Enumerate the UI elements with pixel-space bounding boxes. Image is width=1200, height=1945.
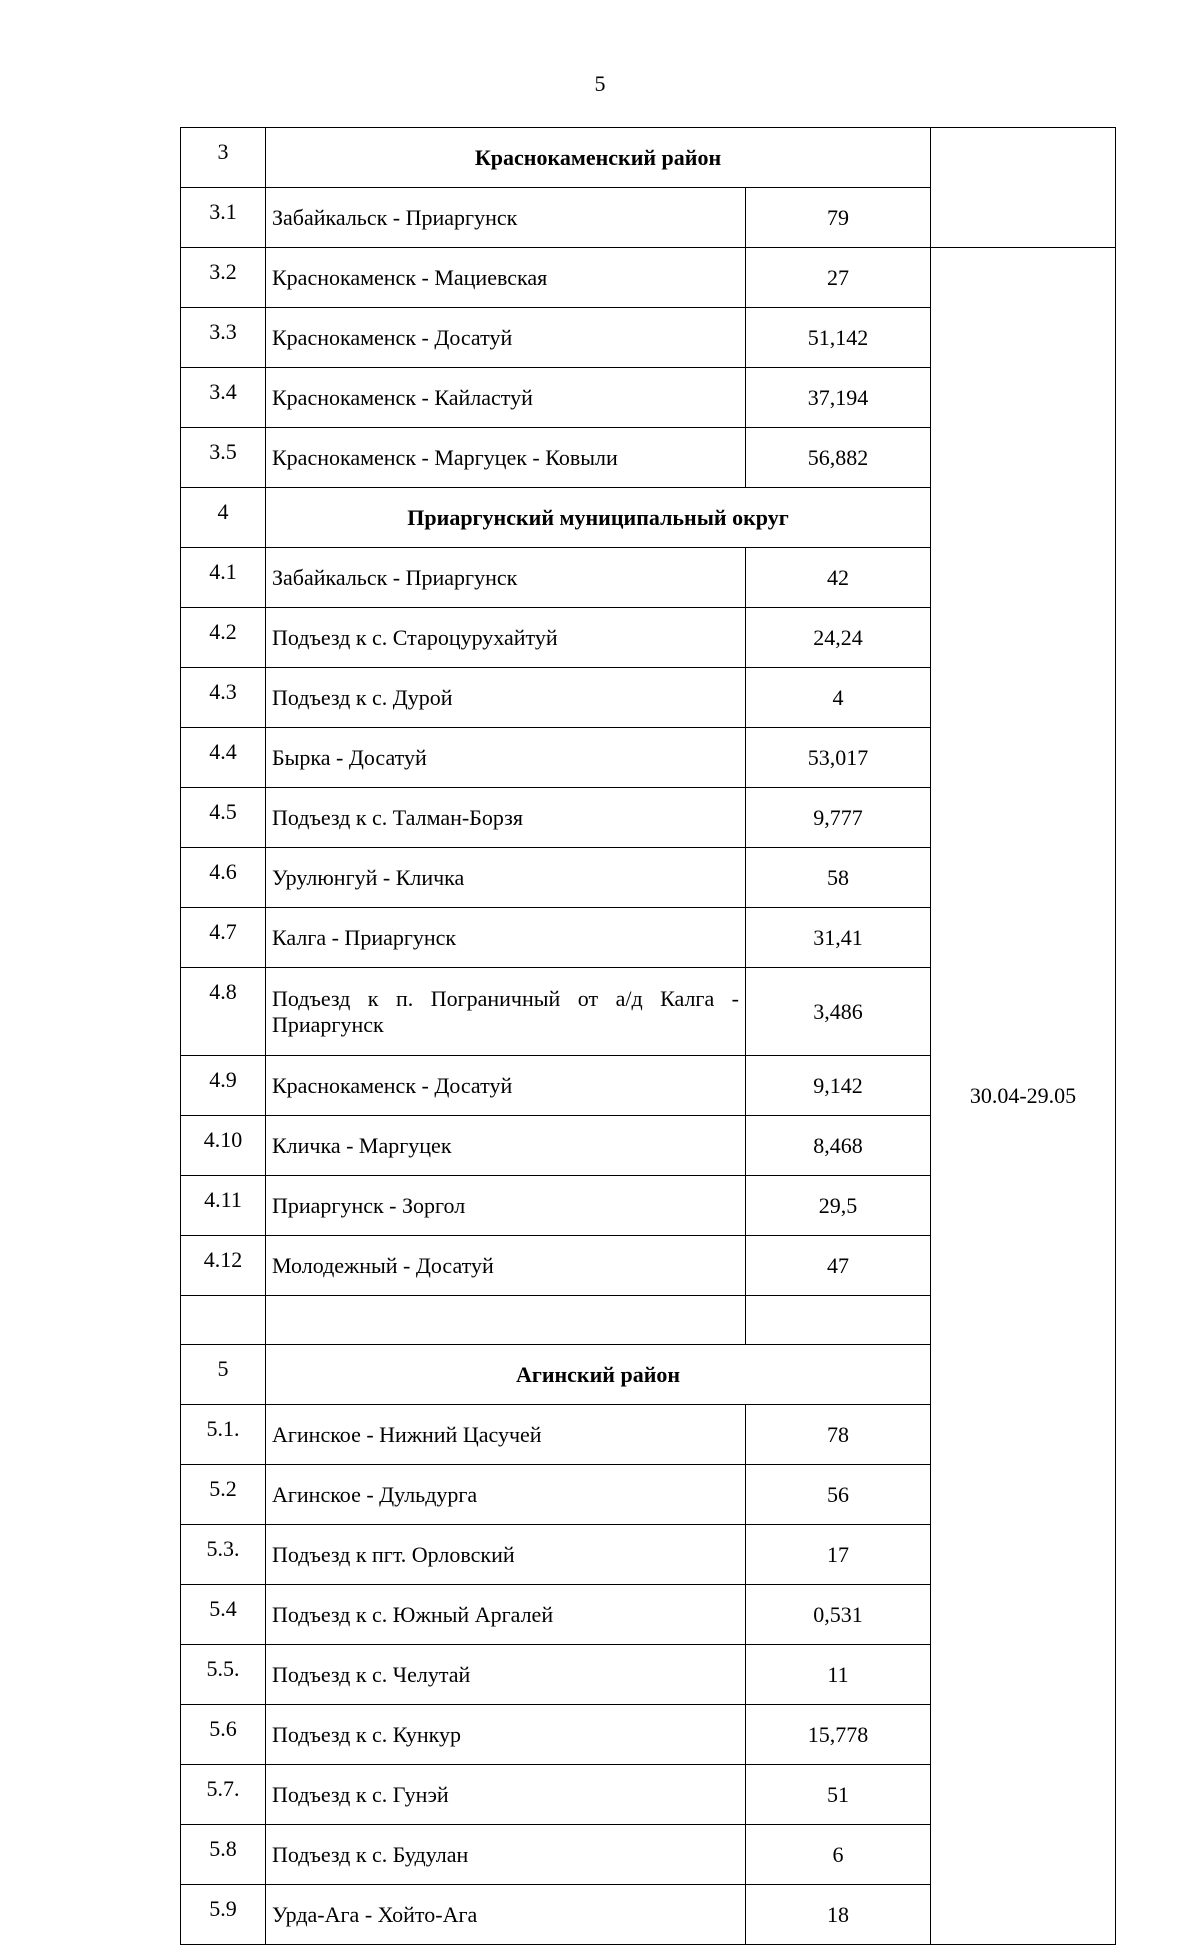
row-number: 5.6 (181, 1705, 266, 1765)
road-length: 53,017 (746, 728, 931, 788)
road-name: Краснокаменск - Досатуй (266, 1056, 746, 1116)
road-length: 11 (746, 1645, 931, 1705)
row-number: 3.5 (181, 428, 266, 488)
roads-table (180, 127, 1116, 1945)
row-number: 4.7 (181, 908, 266, 968)
road-length: 24,24 (746, 608, 931, 668)
road-length: 47 (746, 1236, 931, 1296)
road-length: 9,777 (746, 788, 931, 848)
row-number: 5.3. (181, 1525, 266, 1585)
road-length: 18 (746, 1885, 931, 1945)
section-number: 4 (181, 488, 266, 548)
row-number: 3.1 (181, 188, 266, 248)
road-length: 17 (746, 1525, 931, 1585)
row-number: 4.1 (181, 548, 266, 608)
section-title: Краснокаменский район (266, 128, 931, 188)
road-length: 6 (746, 1825, 931, 1885)
road-length: 79 (746, 188, 931, 248)
road-name: Приаргунск - Зоргол (266, 1176, 746, 1236)
row-number: 5.9 (181, 1885, 266, 1945)
road-length: 56,882 (746, 428, 931, 488)
road-length: 8,468 (746, 1116, 931, 1176)
section-number: 5 (181, 1345, 266, 1405)
row-number: 4.9 (181, 1056, 266, 1116)
road-name: Краснокаменск - Кайластуй (266, 368, 746, 428)
road-name: Подъезд к пгт. Орловский (266, 1525, 746, 1585)
road-name: Урда-Ага - Хойто-Ага (266, 1885, 746, 1945)
road-length: 42 (746, 548, 931, 608)
row-number: 4.4 (181, 728, 266, 788)
road-length: 27 (746, 248, 931, 308)
road-length: 51 (746, 1765, 931, 1825)
road-name: Бырка - Досатуй (266, 728, 746, 788)
road-length: 29,5 (746, 1176, 931, 1236)
road-name: Подъезд к с. Староцурухайтуй (266, 608, 746, 668)
road-length: 3,486 (746, 968, 931, 1056)
table-row (181, 248, 1116, 308)
section-header-row (181, 128, 1116, 188)
row-number: 3.2 (181, 248, 266, 308)
road-name: Забайкальск - Приаргунск (266, 548, 746, 608)
period-cell: 30.04-29.05 (931, 248, 1116, 1945)
road-name: Краснокаменск - Досатуй (266, 308, 746, 368)
row-number: 4.11 (181, 1176, 266, 1236)
road-name: Кличка - Маргуцек (266, 1116, 746, 1176)
road-name: Краснокаменск - Маргуцек - Ковыли (266, 428, 746, 488)
road-length: 0,531 (746, 1585, 931, 1645)
road-name: Калга - Приаргунск (266, 908, 746, 968)
row-number: 5.2 (181, 1465, 266, 1525)
road-name: Урулюнгуй - Кличка (266, 848, 746, 908)
road-name: Подъезд к с. Кункур (266, 1705, 746, 1765)
empty-cell (266, 1296, 746, 1345)
row-number: 5.5. (181, 1645, 266, 1705)
road-name: Подъезд к с. Южный Аргалей (266, 1585, 746, 1645)
section-title: Агинский район (266, 1345, 931, 1405)
row-number: 4.8 (181, 968, 266, 1056)
road-name: Краснокаменск - Мациевская (266, 248, 746, 308)
row-number: 4.3 (181, 668, 266, 728)
road-name: Подъезд к с. Гунэй (266, 1765, 746, 1825)
road-name: Молодежный - Досатуй (266, 1236, 746, 1296)
road-name: Подъезд к с. Будулан (266, 1825, 746, 1885)
road-length: 37,194 (746, 368, 931, 428)
row-number: 3.3 (181, 308, 266, 368)
road-length: 31,41 (746, 908, 931, 968)
row-number: 5.7. (181, 1765, 266, 1825)
row-number: 5.8 (181, 1825, 266, 1885)
row-number: 4.5 (181, 788, 266, 848)
row-number: 5.4 (181, 1585, 266, 1645)
road-name: Забайкальск - Приаргунск (266, 188, 746, 248)
row-number: 4.10 (181, 1116, 266, 1176)
road-name: Подъезд к с. Талман-Борзя (266, 788, 746, 848)
row-number: 4.2 (181, 608, 266, 668)
empty-cell (746, 1296, 931, 1345)
row-number: 5.1. (181, 1405, 266, 1465)
road-length: 9,142 (746, 1056, 931, 1116)
empty-period-cell (931, 128, 1116, 248)
road-name: Агинское - Нижний Цасучей (266, 1405, 746, 1465)
row-number: 4.12 (181, 1236, 266, 1296)
row-number: 4.6 (181, 848, 266, 908)
road-length: 15,778 (746, 1705, 931, 1765)
road-name: Агинское - Дульдурга (266, 1465, 746, 1525)
empty-cell (181, 1296, 266, 1345)
section-title: Приаргунский муниципальный округ (266, 488, 931, 548)
road-name: Подъезд к п. Пограничный от а/д Калга - Приаргунск (266, 968, 746, 1056)
road-length: 4 (746, 668, 931, 728)
page-number: 5 (594, 71, 606, 96)
road-length: 78 (746, 1405, 931, 1465)
road-length: 51,142 (746, 308, 931, 368)
road-length: 58 (746, 848, 931, 908)
road-length: 56 (746, 1465, 931, 1525)
road-name: Подъезд к с. Челутай (266, 1645, 746, 1705)
section-number: 3 (181, 128, 266, 188)
road-name: Подъезд к с. Дурой (266, 668, 746, 728)
row-number: 3.4 (181, 368, 266, 428)
